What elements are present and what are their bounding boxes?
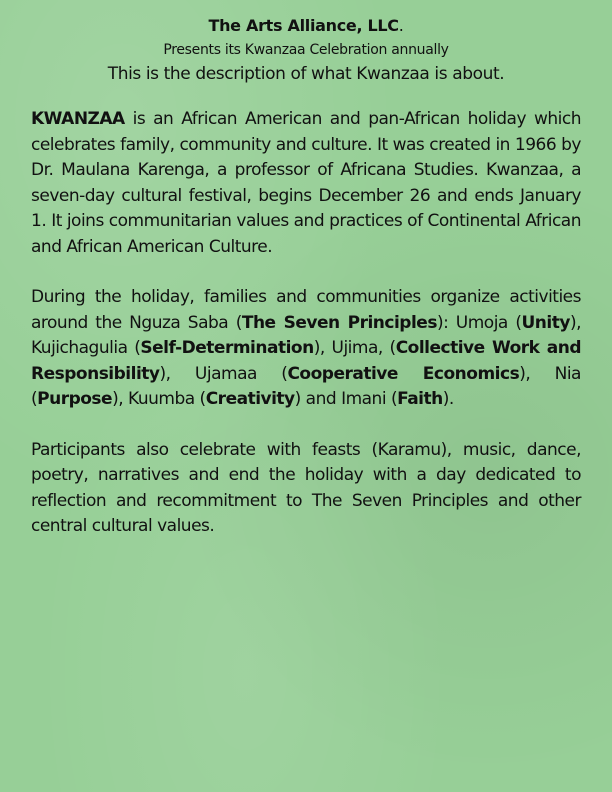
principles-text-3: ), Kujichagulia ( [31,312,581,358]
org-title [31,14,581,38]
header [31,14,581,86]
principle-cooperative-economics: Cooperative Economics [287,363,520,384]
subtitle: Presents its Kwanzaa Celebration annually [163,42,449,58]
principles-text-8: ) and Imani ( [294,389,398,409]
paragraph-celebration: Participants also celebrate with feasts (Karamu), music, dance, poetry, narratives and end the holiday with a day dedicated to reflection and recommitment to The Seven Principles and other central cultural values. [31,439,581,536]
description-line: This is the description of what Kwanzaa is about. [107,64,505,84]
principle-unity: Unity [521,312,570,333]
principle-creativity: Creativity [205,389,295,409]
principle-faith: Faith [397,389,443,409]
principle-purpose: Purpose [37,389,113,409]
intro-text: is an African American and pan-African holiday which celebrates family, community and culture. It was created in 1966 by Dr. Maulana Karenga, a professor of Africana Studies. Kwanzaa, a seven-day cultural festival, begins December 26 and ends January 1. It joins communitarian values and practices of Continental African and African American Culture. [31,109,581,257]
org-name: The Arts Alliance, LLC [208,16,399,35]
principle-collective-work: Collective Work and Responsibility [31,338,582,384]
principle-seven-principles: The Seven Principles [241,312,437,333]
principles-text-4: ), Ujima, ( [313,338,396,358]
principles-text-1: During the holiday, families and communities organize activities around the Nguza Saba ( [31,287,581,333]
principles-text-6: ), Nia ( [31,363,581,409]
principles-text-7: ), Kuumba ( [112,389,206,409]
org-suffix: . [398,16,404,35]
principles-text-2: ): Umoja ( [436,312,522,333]
principles-text-5: ), Ujamaa ( [159,363,288,384]
paragraph-principles [31,285,581,413]
principles-text-9: ). [442,389,454,409]
paragraph-intro [31,107,581,260]
kwanzaa-lead: KWANZAA [31,109,125,129]
principle-self-determination: Self-Determination [140,338,314,358]
